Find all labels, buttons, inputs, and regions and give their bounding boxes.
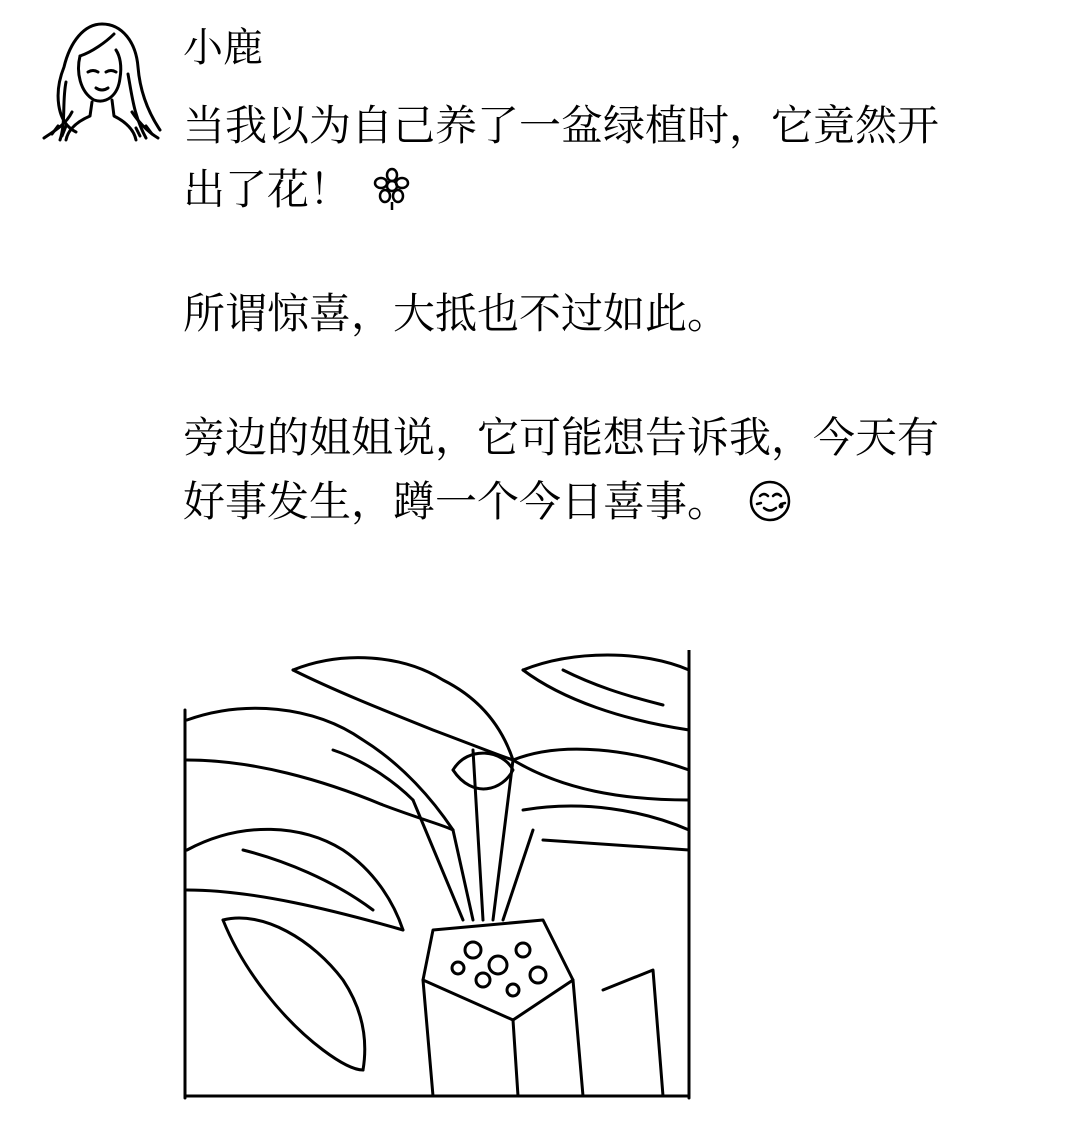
paragraph-1-line-2: 出了花！	[183, 165, 352, 214]
woman-avatar-icon	[36, 12, 162, 142]
paragraph-3-line-1: 旁边的姐姐说，它可能想告诉我，今天有	[183, 413, 940, 462]
paragraph-2	[183, 282, 1033, 346]
paragraph-3	[183, 406, 1033, 534]
paragraph-1	[183, 94, 1033, 222]
potted-plant-photo-icon	[183, 650, 692, 1100]
blush-face-emoji-icon	[747, 478, 793, 524]
avatar[interactable]	[36, 12, 162, 142]
author-name[interactable]: 小鹿	[183, 25, 263, 71]
paragraph-1-line-1: 当我以为自己养了一盆绿植时，它竟然开	[183, 101, 940, 150]
paragraph-2-line-1: 所谓惊喜，大抵也不过如此。	[183, 289, 730, 338]
post-content	[183, 94, 1033, 534]
flower-emoji-icon	[369, 166, 415, 212]
paragraph-3-line-2: 好事发生，蹲一个今日喜事。	[183, 477, 730, 526]
post-photo[interactable]	[183, 650, 692, 1100]
